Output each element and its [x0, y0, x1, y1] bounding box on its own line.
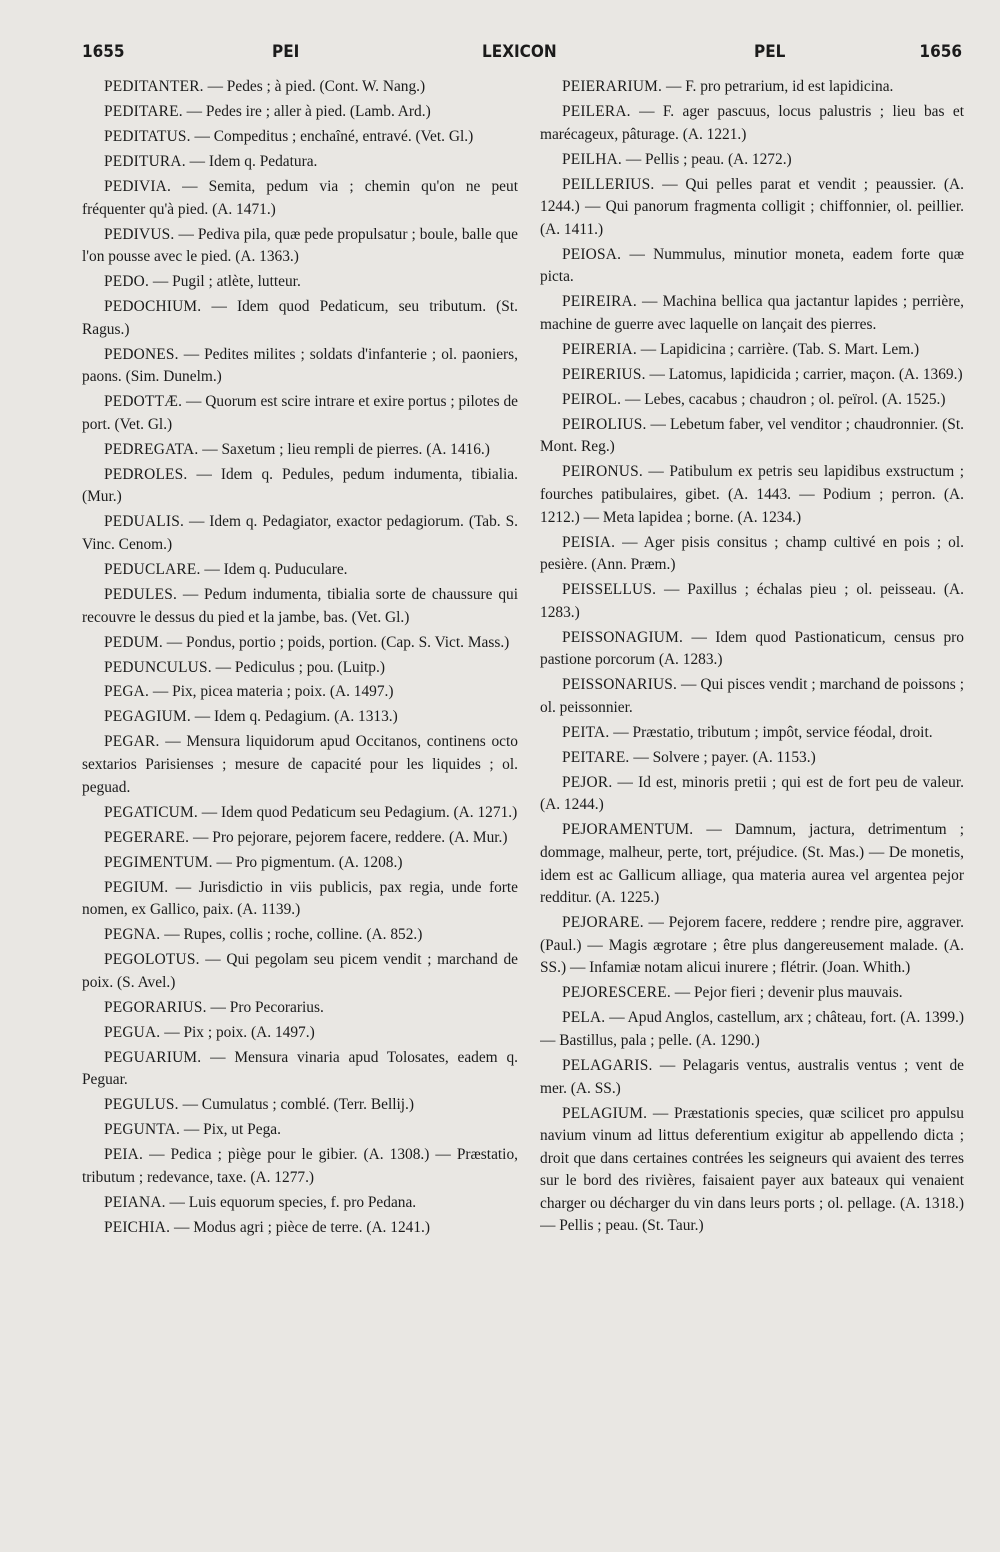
entry-definition: — Idem quod Pastionaticum, census pro pastione porcorum (A. 1283.) — [540, 628, 964, 669]
entry-headword: PEDULES. — [104, 585, 177, 603]
dictionary-entry — [540, 912, 964, 980]
dictionary-entry — [540, 1055, 964, 1100]
entry-definition: — Lebetum faber, vel venditor ; chaudronnier. (St. Mont. Reg.) — [540, 415, 964, 456]
entry-definition: — Pro pejorare, pejorem facere, reddere. (A. Mur.) — [189, 828, 508, 846]
entry-headword: PEJORAMENTUM. — [562, 821, 694, 839]
entry-headword: PEDONES. — [104, 345, 179, 363]
entry-headword: PEILLERIUS. — [562, 175, 655, 193]
entry-headword: PEGAGIUM. — [104, 708, 191, 726]
entry-definition: — Lebes, cacabus ; chaudron ; ol. peïrol. (A. 1525.) — [621, 390, 946, 408]
entry-definition: — Pellis ; peau. (A. 1272.) — [621, 150, 792, 168]
dictionary-entry — [82, 1217, 518, 1240]
entry-headword: PEDIVIA. — [104, 177, 172, 195]
entry-headword: PEGUARIUM. — [104, 1048, 202, 1066]
dictionary-entry — [540, 339, 964, 362]
entry-definition: — Pedes ; à pied. (Cont. W. Nang.) — [203, 78, 426, 95]
entry-definition: — Pro Pecorarius. — [206, 998, 324, 1016]
entry-headword: PEGIUM. — [104, 878, 169, 896]
entry-headword: PEDITARE. — [104, 102, 183, 120]
entry-headword: PEISSONAGIUM. — [562, 628, 684, 646]
entry-definition: — Lapidicina ; carrière. (Tab. S. Mart. Lem.) — [636, 340, 920, 358]
dictionary-entry — [82, 1047, 518, 1092]
dictionary-entry — [82, 1094, 518, 1117]
entry-headword: PEISSELLUS. — [562, 581, 657, 599]
entry-definition: — Paxillus ; échalas pieu ; ol. peisseau. (A. 1283.) — [540, 581, 964, 621]
right-guide-word: PEL — [754, 42, 786, 62]
dictionary-entry — [82, 76, 518, 99]
entry-definition: — Compeditus ; enchaîné, entravé. (Vet. Gl.) — [190, 127, 474, 145]
dictionary-entry — [82, 632, 518, 655]
left-page-number: 1655 — [82, 42, 125, 62]
dictionary-entry — [82, 151, 518, 174]
dictionary-entry — [540, 414, 964, 459]
dictionary-entry — [82, 827, 518, 850]
left-guide-word: PEI — [272, 42, 300, 62]
dictionary-entry — [82, 511, 518, 556]
dictionary-entry — [540, 364, 964, 387]
entry-headword: PEIANA. — [104, 1193, 166, 1211]
dictionary-entry — [82, 1192, 518, 1215]
entry-definition: — Jurisdictio in viis publicis, pax regia, unde forte nomen, ex Gallico, paix. (A. 1139.) — [82, 878, 518, 919]
dictionary-entry — [82, 731, 518, 799]
entry-definition: — Pelagaris ventus, australis ventus ; vent de mer. (A. SS.) — [540, 1056, 964, 1097]
entry-headword: PEIRERIA. — [562, 340, 637, 358]
entry-definition: — Idem q. Pedagiator, exactor pedagiorum. (Tab. S. Vinc. Cenom.) — [82, 513, 518, 553]
entry-definition: — F. pro petrarium, id est lapidicina. — [662, 78, 894, 95]
entry-definition: — Machina bellica qua jactantur lapides ; perrière, machine de guerre avec laquelle on lançait des pierres. — [540, 293, 964, 333]
entry-definition: — Pix ; poix. (A. 1497.) — [160, 1023, 315, 1041]
dictionary-entry — [540, 174, 964, 242]
entry-definition: — Idem q. Puduculare. — [200, 560, 348, 578]
entry-definition: — Pix, picea materia ; poix. (A. 1497.) — [149, 683, 394, 701]
entry-headword: PEIREIRA. — [562, 293, 637, 311]
dictionary-entry — [540, 674, 964, 719]
dictionary-entry — [82, 101, 518, 124]
entry-headword: PEIERARIUM. — [562, 78, 663, 95]
right-page-number: 1656 — [919, 42, 962, 62]
entry-headword: PEJORESCERE. — [562, 984, 671, 1002]
entry-definition: — Quorum est scire intrare et exire portus ; pilotes de port. (Vet. Gl.) — [82, 393, 518, 433]
entry-headword: PELA. — [562, 1009, 606, 1027]
right-column — [540, 76, 964, 1496]
entry-headword: PEIA. — [104, 1146, 144, 1164]
dictionary-entry — [540, 1007, 964, 1052]
dictionary-entry — [540, 982, 964, 1005]
entry-headword: PEIROLIUS. — [562, 415, 647, 433]
entry-headword: PEDITURA. — [104, 152, 186, 170]
entry-headword: PEGULUS. — [104, 1096, 179, 1114]
dictionary-entry — [82, 1119, 518, 1142]
dictionary-entry — [540, 101, 964, 146]
dictionary-entry — [540, 389, 964, 412]
dictionary-entry — [82, 657, 518, 680]
dictionary-entry — [540, 747, 964, 770]
dictionary-entry — [82, 126, 518, 149]
dictionary-entry — [82, 706, 518, 729]
entry-definition: — Pedum indumenta, tibialia sorte de chaussure qui recouvre le dessus du pied et la jambe, bas. (Vet. Gl.) — [82, 585, 518, 626]
dictionary-entry — [540, 291, 964, 336]
entry-headword: PEIOSA. — [562, 245, 622, 263]
entry-definition: — Pro pigmentum. (A. 1208.) — [212, 853, 403, 871]
entry-definition: — Pedites milites ; soldats d'infanterie ; ol. paoniers, paons. (Sim. Dunelm.) — [82, 345, 518, 386]
dictionary-entry — [82, 559, 518, 582]
entry-definition: — Qui pelles parat et vendit ; peaussier. (A. 1244.) — Qui panorum fragmenta colligit ; chiffonnier, ol. peillier. (A. 1411.) — [540, 175, 964, 238]
entry-headword: PEDUALIS. — [104, 513, 185, 531]
entry-headword: PEIROL. — [562, 390, 622, 408]
dictionary-entry — [540, 819, 964, 909]
entry-definition: — Qui pisces vendit ; marchand de poissons ; ol. peissonnier. — [540, 676, 964, 716]
dictionary-entry — [82, 584, 518, 629]
entry-headword: PEDOCHIUM. — [104, 298, 202, 316]
dictionary-entry — [82, 464, 518, 509]
dictionary-entry — [82, 224, 518, 269]
entry-headword: PEJORARE. — [562, 914, 644, 932]
dictionary-entry — [540, 772, 964, 817]
entry-definition: — Idem q. Pedagium. (A. 1313.) — [190, 708, 398, 726]
dictionary-entry — [82, 949, 518, 994]
entry-definition: — F. ager pascuus, locus palustris ; lieu bas et marécageux, pâturage. (A. 1221.) — [540, 102, 964, 143]
entry-definition: — Idem quod Pedaticum seu Pedagium. (A. 1271.) — [197, 803, 518, 821]
dictionary-entry — [540, 532, 964, 577]
entry-headword: PEGUA. — [104, 1023, 161, 1041]
entry-definition: — Damnum, jactura, detrimentum ; dommage, malheur, perte, tort, préjudice. (St. Mas.) — De monetis, idem est ac Gallicum alliage, qua materia aurea vel argentea pejor redditur. (A. 1225.) — [540, 821, 964, 907]
dictionary-entry — [82, 391, 518, 436]
entry-definition: — Solvere ; payer. (A. 1153.) — [629, 748, 816, 766]
dictionary-entry — [82, 852, 518, 875]
dictionary-entry — [82, 877, 518, 922]
entry-headword: PEGUNTA. — [104, 1121, 181, 1139]
entry-definition: — Pedes ire ; aller à pied. (Lamb. Ard.) — [182, 102, 431, 120]
dictionary-entry — [82, 924, 518, 947]
entry-headword: PELAGIUM. — [562, 1104, 648, 1122]
entry-definition: — Apud Anglos, castellum, arx ; château, fort. (A. 1399.) — Bastillus, pala ; pelle. (A. 1290.) — [540, 1009, 964, 1049]
entry-headword: PEJOR. — [562, 773, 613, 791]
entry-definition: — Præstationis species, quæ scilicet pro appulsu navium vinum ad littus deferentium exigitur ab appellendo dicta ; droit que dans certaines contrées les seigneurs qui avaient des terres sur le bord des rivières, faisaient payer aux bateaux qui venaient charger ou décharger du vin dans leurs ports ; ol. pellage. (A. 1318.) — Pellis ; peau. (St. Taur.) — [540, 1104, 964, 1235]
dictionary-entry — [82, 997, 518, 1020]
entry-headword: PEIRONUS. — [562, 463, 643, 481]
entry-headword: PEGOLOTUS. — [104, 951, 200, 969]
entry-definition: — Qui pegolam seu picem vendit ; marchand de poix. (S. Avel.) — [82, 951, 518, 991]
dictionary-entry — [82, 1022, 518, 1045]
entry-headword: PEGIMENTUM. — [104, 853, 213, 871]
entry-headword: PEDIVUS. — [104, 225, 175, 243]
entry-headword: PEILERA. — [562, 102, 631, 120]
entry-definition: — Pondus, portio ; poids, portion. (Cap. S. Vict. Mass.) — [162, 633, 510, 651]
entry-headword: PEGATICUM. — [104, 803, 198, 821]
entry-definition: — Semita, pedum via ; chemin qu'on ne peut fréquenter qu'à pied. (A. 1471.) — [82, 177, 518, 218]
entry-headword: PEDITATUS. — [104, 127, 191, 145]
dictionary-entry — [540, 244, 964, 289]
entry-definition: — Saxetum ; lieu rempli de pierres. (A. 1416.) — [198, 440, 490, 458]
dictionary-entry — [82, 681, 518, 704]
entry-definition: — Modus agri ; pièce de terre. (A. 1241.) — [170, 1218, 431, 1236]
entry-definition: — Patibulum ex petris seu lapidibus exstructum ; fourches patibulaires, gibet. (A. 1443. — Podium ; perron. (A. 1212.) — Meta lapidea ; borne. (A. 1234.) — [540, 463, 964, 526]
entry-headword: PEITA. — [562, 723, 610, 741]
entry-definition: — Pediva pila, quæ pede propulsatur ; boule, balle que l'on pousse avec le pied. (A. 1363.) — [82, 225, 518, 266]
entry-headword: PEDITANTER. — [104, 78, 204, 95]
entry-headword: PEGORARIUS. — [104, 998, 207, 1016]
entry-headword: PEGNA. — [104, 926, 161, 944]
entry-definition: — Idem quod Pedaticum, seu tributum. (St. Ragus.) — [82, 298, 518, 338]
entry-definition: — Latomus, lapidicida ; carrier, maçon. (A. 1369.) — [645, 365, 963, 383]
entry-headword: PEISSONARIUS. — [562, 676, 678, 694]
entry-definition: — Id est, minoris pretii ; qui est de fort peu de valeur. (A. 1244.) — [540, 773, 964, 814]
entry-headword: PEIRERIUS. — [562, 365, 646, 383]
entry-headword: PEILHA. — [562, 150, 622, 168]
dictionary-entry — [540, 722, 964, 745]
dictionary-entry — [540, 1103, 964, 1239]
entry-definition: — Pugil ; atlète, lutteur. — [149, 273, 301, 291]
entry-definition: — Pix, ut Pega. — [180, 1121, 281, 1139]
entry-definition: — Idem q. Pedatura. — [185, 152, 318, 170]
entry-headword: PEDO. — [104, 273, 150, 291]
dictionary-entry — [82, 344, 518, 389]
entry-headword: PEICHIA. — [104, 1218, 171, 1236]
entry-headword: PEDREGATA. — [104, 440, 199, 458]
entry-headword: PEITARE. — [562, 748, 630, 766]
entry-headword: PEDUCLARE. — [104, 560, 201, 578]
running-header — [82, 42, 962, 68]
entry-definition: — Ager pisis consitus ; champ cultivé en pois ; ol. pesière. (Ann. Præm.) — [540, 533, 964, 574]
entry-definition: — Mensura vinaria apud Tolosates, eadem q. Peguar. — [82, 1048, 518, 1089]
dictionary-entry — [540, 579, 964, 624]
dictionary-entry — [82, 802, 518, 825]
entry-definition: — Luis equorum species, f. pro Pedana. — [165, 1193, 417, 1211]
dictionary-entry — [82, 176, 518, 221]
left-column — [82, 76, 518, 1496]
entry-headword: PEGAR. — [104, 733, 160, 751]
dictionary-entry — [540, 627, 964, 672]
entry-definition: — Pediculus ; pou. (Luitp.) — [211, 658, 385, 676]
entry-headword: PEISIA. — [562, 533, 616, 551]
entry-definition: — Pejor fieri ; devenir plus mauvais. — [670, 984, 903, 1002]
entry-headword: PEDUNCULUS. — [104, 658, 212, 676]
entry-definition: — Nummulus, minutior moneta, eadem forte quæ picta. — [540, 245, 964, 286]
dictionary-entry — [82, 1144, 518, 1189]
entry-definition: — Præstatio, tributum ; impôt, service féodal, droit. — [609, 723, 933, 741]
dictionary-entry — [540, 76, 964, 99]
dictionary-entry — [82, 296, 518, 341]
entry-definition: — Pedica ; piège pour le gibier. (A. 1308.) — Præstatio, tributum ; redevance, taxe. (A. 1277.) — [82, 1146, 518, 1186]
entry-definition: — Cumulatus ; comblé. (Terr. Bellij.) — [178, 1096, 415, 1114]
dictionary-entry — [540, 461, 964, 529]
entry-definition: — Rupes, collis ; roche, colline. (A. 852.) — [160, 926, 423, 944]
entry-headword: PEDUM. — [104, 633, 163, 651]
entry-headword: PEDOTTÆ. — [104, 393, 183, 411]
running-title: LEXICON — [482, 42, 557, 62]
entry-headword: PEDROLES. — [104, 465, 188, 483]
entry-headword: PEGERARE. — [104, 828, 190, 846]
entry-definition: — Mensura liquidorum apud Occitanos, continens octo sextarios Parisienses ; mesure de capacité pour les liquides ; ol. peguad. — [82, 733, 518, 796]
entry-definition: — Idem q. Pedules, pedum indumenta, tibialia. (Mur.) — [82, 465, 518, 506]
entry-headword: PEGA. — [104, 683, 150, 701]
dictionary-entry — [82, 271, 518, 294]
dictionary-entry — [82, 439, 518, 462]
entry-definition: — Pejorem facere, reddere ; rendre pire, aggraver. (Paul.) — Magis ægrotare ; être plus dangereusement malade. (A. SS.) — Infamiæ notam alicui inurere ; flétrir. (Joan. Whith.) — [540, 914, 964, 977]
dictionary-entry — [540, 149, 964, 172]
entry-headword: PELAGARIS. — [562, 1056, 653, 1074]
